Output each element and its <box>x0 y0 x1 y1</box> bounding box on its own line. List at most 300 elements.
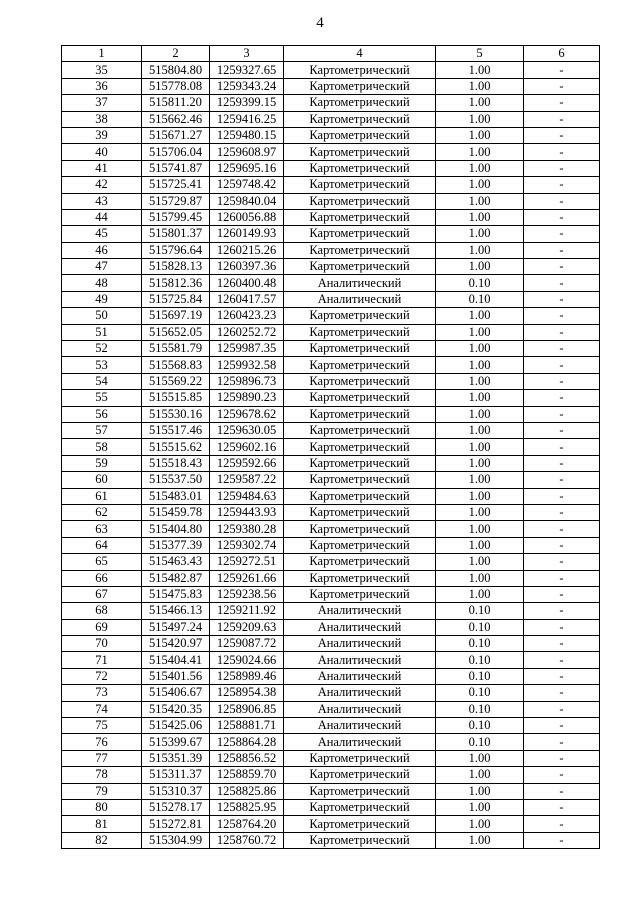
x-coordinate-cell: 515475.83 <box>142 586 210 602</box>
table-row <box>62 111 600 127</box>
method-cell: Картометрический <box>284 341 436 357</box>
accuracy-cell: 1.00 <box>436 521 524 537</box>
y-coordinate-cell: 1259024.66 <box>210 652 284 668</box>
method-cell: Картометрический <box>284 144 436 160</box>
accuracy-cell: 0.10 <box>436 652 524 668</box>
accuracy-cell: 0.10 <box>436 603 524 619</box>
y-coordinate-cell: 1259592.66 <box>210 455 284 471</box>
table-row <box>62 422 600 438</box>
method-cell: Картометрический <box>284 439 436 455</box>
method-cell: Картометрический <box>284 767 436 783</box>
method-cell: Аналитический <box>284 734 436 750</box>
accuracy-cell: 1.00 <box>436 586 524 602</box>
point-number-cell: 62 <box>62 504 142 520</box>
page-number: 4 <box>316 15 324 31</box>
method-cell: Картометрический <box>284 783 436 799</box>
note-cell: - <box>524 422 600 438</box>
point-number-cell: 66 <box>62 570 142 586</box>
x-coordinate-cell: 515515.62 <box>142 439 210 455</box>
x-coordinate-cell: 515278.17 <box>142 799 210 815</box>
accuracy-cell: 1.00 <box>436 341 524 357</box>
method-cell: Аналитический <box>284 668 436 684</box>
y-coordinate-cell: 1259480.15 <box>210 127 284 143</box>
method-cell: Картометрический <box>284 586 436 602</box>
x-coordinate-cell: 515459.78 <box>142 504 210 520</box>
x-coordinate-cell: 515466.13 <box>142 603 210 619</box>
x-coordinate-cell: 515581.79 <box>142 341 210 357</box>
note-cell: - <box>524 652 600 668</box>
table-row <box>62 127 600 143</box>
table-row <box>62 209 600 225</box>
accuracy-cell: 1.00 <box>436 226 524 242</box>
table-row <box>62 472 600 488</box>
table-row <box>62 455 600 471</box>
note-cell: - <box>524 799 600 815</box>
method-cell: Аналитический <box>284 619 436 635</box>
note-cell: - <box>524 767 600 783</box>
y-coordinate-cell: 1259327.65 <box>210 62 284 78</box>
table-row <box>62 586 600 602</box>
accuracy-cell: 0.10 <box>436 668 524 684</box>
table-row <box>62 406 600 422</box>
note-cell: - <box>524 62 600 78</box>
x-coordinate-cell: 515828.13 <box>142 259 210 275</box>
y-coordinate-cell: 1259302.74 <box>210 537 284 553</box>
note-cell: - <box>524 586 600 602</box>
table-row <box>62 226 600 242</box>
table-row <box>62 488 600 504</box>
y-coordinate-cell: 1260423.23 <box>210 308 284 324</box>
note-cell: - <box>524 636 600 652</box>
point-number-cell: 57 <box>62 422 142 438</box>
note-cell: - <box>524 226 600 242</box>
point-number-cell: 72 <box>62 668 142 684</box>
point-number-cell: 75 <box>62 718 142 734</box>
y-coordinate-cell: 1259443.93 <box>210 504 284 520</box>
point-number-cell: 46 <box>62 242 142 258</box>
point-number-cell: 77 <box>62 750 142 766</box>
y-coordinate-cell: 1258881.71 <box>210 718 284 734</box>
method-cell: Картометрический <box>284 799 436 815</box>
x-coordinate-cell: 515725.41 <box>142 177 210 193</box>
accuracy-cell: 0.10 <box>436 275 524 291</box>
note-cell: - <box>524 127 600 143</box>
note-cell: - <box>524 193 600 209</box>
y-coordinate-cell: 1260417.57 <box>210 291 284 307</box>
accuracy-cell: 0.10 <box>436 291 524 307</box>
note-cell: - <box>524 259 600 275</box>
point-number-cell: 80 <box>62 799 142 815</box>
table-row <box>62 668 600 684</box>
accuracy-cell: 1.00 <box>436 193 524 209</box>
method-cell: Картометрический <box>284 62 436 78</box>
accuracy-cell: 1.00 <box>436 816 524 832</box>
method-cell: Картометрический <box>284 357 436 373</box>
method-cell: Картометрический <box>284 472 436 488</box>
method-cell: Картометрический <box>284 373 436 389</box>
note-cell: - <box>524 734 600 750</box>
x-coordinate-cell: 515778.08 <box>142 78 210 94</box>
method-cell: Картометрический <box>284 209 436 225</box>
note-cell: - <box>524 308 600 324</box>
point-number-cell: 44 <box>62 209 142 225</box>
y-coordinate-cell: 1260149.93 <box>210 226 284 242</box>
table-row <box>62 291 600 307</box>
y-coordinate-cell: 1258825.86 <box>210 783 284 799</box>
y-coordinate-cell: 1259890.23 <box>210 390 284 406</box>
x-coordinate-cell: 515729.87 <box>142 193 210 209</box>
note-cell: - <box>524 488 600 504</box>
x-coordinate-cell: 515404.80 <box>142 521 210 537</box>
y-coordinate-cell: 1258856.52 <box>210 750 284 766</box>
table-row <box>62 144 600 160</box>
method-cell: Картометрический <box>284 193 436 209</box>
point-number-cell: 81 <box>62 816 142 832</box>
accuracy-cell: 0.10 <box>436 718 524 734</box>
note-cell: - <box>524 701 600 717</box>
point-number-cell: 69 <box>62 619 142 635</box>
accuracy-cell: 1.00 <box>436 78 524 94</box>
point-number-cell: 59 <box>62 455 142 471</box>
x-coordinate-cell: 515741.87 <box>142 160 210 176</box>
point-number-cell: 82 <box>62 832 142 848</box>
note-cell: - <box>524 324 600 340</box>
method-cell: Картометрический <box>284 816 436 832</box>
point-number-cell: 40 <box>62 144 142 160</box>
method-cell: Картометрический <box>284 95 436 111</box>
point-number-cell: 71 <box>62 652 142 668</box>
method-cell: Картометрический <box>284 259 436 275</box>
accuracy-cell: 1.00 <box>436 504 524 520</box>
note-cell: - <box>524 455 600 471</box>
accuracy-cell: 1.00 <box>436 783 524 799</box>
point-number-cell: 70 <box>62 636 142 652</box>
point-number-cell: 79 <box>62 783 142 799</box>
y-coordinate-cell: 1258906.85 <box>210 701 284 717</box>
y-coordinate-cell: 1259261.66 <box>210 570 284 586</box>
table-row <box>62 177 600 193</box>
y-coordinate-cell: 1259087.72 <box>210 636 284 652</box>
note-cell: - <box>524 357 600 373</box>
accuracy-cell: 0.10 <box>436 636 524 652</box>
table-row <box>62 734 600 750</box>
note-cell: - <box>524 570 600 586</box>
column-header: 1 <box>62 46 142 62</box>
method-cell: Картометрический <box>284 504 436 520</box>
accuracy-cell: 0.10 <box>436 619 524 635</box>
point-number-cell: 64 <box>62 537 142 553</box>
note-cell: - <box>524 209 600 225</box>
point-number-cell: 51 <box>62 324 142 340</box>
accuracy-cell: 1.00 <box>436 62 524 78</box>
method-cell: Картометрический <box>284 242 436 258</box>
y-coordinate-cell: 1259896.73 <box>210 373 284 389</box>
x-coordinate-cell: 515304.99 <box>142 832 210 848</box>
method-cell: Картометрический <box>284 537 436 553</box>
x-coordinate-cell: 515811.20 <box>142 95 210 111</box>
note-cell: - <box>524 78 600 94</box>
x-coordinate-cell: 515399.67 <box>142 734 210 750</box>
accuracy-cell: 0.10 <box>436 701 524 717</box>
accuracy-cell: 1.00 <box>436 799 524 815</box>
accuracy-cell: 1.00 <box>436 390 524 406</box>
x-coordinate-cell: 515671.27 <box>142 127 210 143</box>
note-cell: - <box>524 521 600 537</box>
y-coordinate-cell: 1259987.35 <box>210 341 284 357</box>
table-row <box>62 242 600 258</box>
table-row <box>62 603 600 619</box>
y-coordinate-cell: 1258825.95 <box>210 799 284 815</box>
x-coordinate-cell: 515272.81 <box>142 816 210 832</box>
method-cell: Аналитический <box>284 685 436 701</box>
table-row <box>62 554 600 570</box>
x-coordinate-cell: 515310.37 <box>142 783 210 799</box>
x-coordinate-cell: 515497.24 <box>142 619 210 635</box>
y-coordinate-cell: 1260400.48 <box>210 275 284 291</box>
method-cell: Картометрический <box>284 177 436 193</box>
table-row <box>62 324 600 340</box>
table-row <box>62 799 600 815</box>
table-row <box>62 78 600 94</box>
table-row <box>62 570 600 586</box>
x-coordinate-cell: 515420.35 <box>142 701 210 717</box>
x-coordinate-cell: 515568.83 <box>142 357 210 373</box>
accuracy-cell: 1.00 <box>436 832 524 848</box>
y-coordinate-cell: 1259416.25 <box>210 111 284 127</box>
note-cell: - <box>524 160 600 176</box>
y-coordinate-cell: 1258760.72 <box>210 832 284 848</box>
header-row <box>62 46 600 62</box>
point-number-cell: 73 <box>62 685 142 701</box>
method-cell: Картометрический <box>284 488 436 504</box>
method-cell: Картометрический <box>284 832 436 848</box>
table-row <box>62 701 600 717</box>
table-row <box>62 439 600 455</box>
point-number-cell: 37 <box>62 95 142 111</box>
x-coordinate-cell: 515697.19 <box>142 308 210 324</box>
accuracy-cell: 1.00 <box>436 177 524 193</box>
accuracy-cell: 1.00 <box>436 111 524 127</box>
table-row <box>62 373 600 389</box>
method-cell: Картометрический <box>284 390 436 406</box>
column-header: 3 <box>210 46 284 62</box>
note-cell: - <box>524 95 600 111</box>
table-row <box>62 619 600 635</box>
y-coordinate-cell: 1260056.88 <box>210 209 284 225</box>
accuracy-cell: 1.00 <box>436 308 524 324</box>
table-row <box>62 832 600 848</box>
note-cell: - <box>524 537 600 553</box>
table-row <box>62 652 600 668</box>
point-number-cell: 68 <box>62 603 142 619</box>
table-row <box>62 259 600 275</box>
note-cell: - <box>524 718 600 734</box>
y-coordinate-cell: 1259272.51 <box>210 554 284 570</box>
point-number-cell: 58 <box>62 439 142 455</box>
y-coordinate-cell: 1259608.97 <box>210 144 284 160</box>
y-coordinate-cell: 1259840.04 <box>210 193 284 209</box>
point-number-cell: 41 <box>62 160 142 176</box>
table-row <box>62 308 600 324</box>
table-row <box>62 390 600 406</box>
point-number-cell: 67 <box>62 586 142 602</box>
x-coordinate-cell: 515662.46 <box>142 111 210 127</box>
x-coordinate-cell: 515420.97 <box>142 636 210 652</box>
y-coordinate-cell: 1259380.28 <box>210 521 284 537</box>
y-coordinate-cell: 1259932.58 <box>210 357 284 373</box>
accuracy-cell: 1.00 <box>436 160 524 176</box>
y-coordinate-cell: 1259587.22 <box>210 472 284 488</box>
note-cell: - <box>524 472 600 488</box>
accuracy-cell: 1.00 <box>436 488 524 504</box>
method-cell: Картометрический <box>284 160 436 176</box>
method-cell: Картометрический <box>284 750 436 766</box>
accuracy-cell: 1.00 <box>436 209 524 225</box>
point-number-cell: 50 <box>62 308 142 324</box>
point-number-cell: 49 <box>62 291 142 307</box>
point-number-cell: 35 <box>62 62 142 78</box>
coordinates-table <box>61 45 600 849</box>
y-coordinate-cell: 1258764.20 <box>210 816 284 832</box>
point-number-cell: 54 <box>62 373 142 389</box>
x-coordinate-cell: 515482.87 <box>142 570 210 586</box>
note-cell: - <box>524 619 600 635</box>
method-cell: Аналитический <box>284 603 436 619</box>
method-cell: Аналитический <box>284 701 436 717</box>
table-row <box>62 816 600 832</box>
table-row <box>62 341 600 357</box>
note-cell: - <box>524 668 600 684</box>
point-number-cell: 65 <box>62 554 142 570</box>
table-body <box>62 62 600 849</box>
y-coordinate-cell: 1258954.38 <box>210 685 284 701</box>
accuracy-cell: 1.00 <box>436 439 524 455</box>
accuracy-cell: 1.00 <box>436 570 524 586</box>
point-number-cell: 47 <box>62 259 142 275</box>
table-row <box>62 504 600 520</box>
method-cell: Картометрический <box>284 78 436 94</box>
y-coordinate-cell: 1258859.70 <box>210 767 284 783</box>
accuracy-cell: 1.00 <box>436 95 524 111</box>
y-coordinate-cell: 1258864.28 <box>210 734 284 750</box>
note-cell: - <box>524 390 600 406</box>
y-coordinate-cell: 1258989.46 <box>210 668 284 684</box>
y-coordinate-cell: 1260215.26 <box>210 242 284 258</box>
x-coordinate-cell: 515804.80 <box>142 62 210 78</box>
note-cell: - <box>524 832 600 848</box>
point-number-cell: 76 <box>62 734 142 750</box>
point-number-cell: 45 <box>62 226 142 242</box>
y-coordinate-cell: 1259484.63 <box>210 488 284 504</box>
point-number-cell: 60 <box>62 472 142 488</box>
method-cell: Картометрический <box>284 111 436 127</box>
method-cell: Аналитический <box>284 718 436 734</box>
x-coordinate-cell: 515652.05 <box>142 324 210 340</box>
point-number-cell: 63 <box>62 521 142 537</box>
accuracy-cell: 1.00 <box>436 259 524 275</box>
y-coordinate-cell: 1260397.36 <box>210 259 284 275</box>
x-coordinate-cell: 515530.16 <box>142 406 210 422</box>
table-row <box>62 357 600 373</box>
accuracy-cell: 1.00 <box>436 767 524 783</box>
y-coordinate-cell: 1259209.63 <box>210 619 284 635</box>
x-coordinate-cell: 515725.84 <box>142 291 210 307</box>
accuracy-cell: 1.00 <box>436 144 524 160</box>
column-header: 4 <box>284 46 436 62</box>
note-cell: - <box>524 242 600 258</box>
accuracy-cell: 1.00 <box>436 406 524 422</box>
note-cell: - <box>524 816 600 832</box>
y-coordinate-cell: 1259630.05 <box>210 422 284 438</box>
table-row <box>62 537 600 553</box>
method-cell: Аналитический <box>284 636 436 652</box>
note-cell: - <box>524 111 600 127</box>
method-cell: Аналитический <box>284 275 436 291</box>
table-header <box>62 46 600 62</box>
point-number-cell: 36 <box>62 78 142 94</box>
table-row <box>62 193 600 209</box>
note-cell: - <box>524 341 600 357</box>
y-coordinate-cell: 1259748.42 <box>210 177 284 193</box>
x-coordinate-cell: 515801.37 <box>142 226 210 242</box>
x-coordinate-cell: 515518.43 <box>142 455 210 471</box>
point-number-cell: 42 <box>62 177 142 193</box>
x-coordinate-cell: 515351.39 <box>142 750 210 766</box>
point-number-cell: 38 <box>62 111 142 127</box>
method-cell: Картометрический <box>284 406 436 422</box>
accuracy-cell: 1.00 <box>436 455 524 471</box>
x-coordinate-cell: 515311.37 <box>142 767 210 783</box>
table-row <box>62 685 600 701</box>
table-row <box>62 636 600 652</box>
table-row <box>62 718 600 734</box>
column-header: 2 <box>142 46 210 62</box>
note-cell: - <box>524 406 600 422</box>
point-number-cell: 78 <box>62 767 142 783</box>
accuracy-cell: 1.00 <box>436 242 524 258</box>
note-cell: - <box>524 439 600 455</box>
note-cell: - <box>524 275 600 291</box>
x-coordinate-cell: 515812.36 <box>142 275 210 291</box>
method-cell: Картометрический <box>284 570 436 586</box>
x-coordinate-cell: 515796.64 <box>142 242 210 258</box>
note-cell: - <box>524 291 600 307</box>
y-coordinate-cell: 1259238.56 <box>210 586 284 602</box>
column-header: 5 <box>436 46 524 62</box>
point-number-cell: 48 <box>62 275 142 291</box>
x-coordinate-cell: 515463.43 <box>142 554 210 570</box>
point-number-cell: 55 <box>62 390 142 406</box>
column-header: 6 <box>524 46 600 62</box>
note-cell: - <box>524 603 600 619</box>
method-cell: Картометрический <box>284 324 436 340</box>
y-coordinate-cell: 1259695.16 <box>210 160 284 176</box>
method-cell: Картометрический <box>284 554 436 570</box>
point-number-cell: 61 <box>62 488 142 504</box>
note-cell: - <box>524 783 600 799</box>
x-coordinate-cell: 515425.06 <box>142 718 210 734</box>
method-cell: Картометрический <box>284 127 436 143</box>
x-coordinate-cell: 515377.39 <box>142 537 210 553</box>
accuracy-cell: 1.00 <box>436 472 524 488</box>
method-cell: Картометрический <box>284 455 436 471</box>
accuracy-cell: 1.00 <box>436 373 524 389</box>
y-coordinate-cell: 1259211.92 <box>210 603 284 619</box>
note-cell: - <box>524 554 600 570</box>
accuracy-cell: 1.00 <box>436 324 524 340</box>
y-coordinate-cell: 1259343.24 <box>210 78 284 94</box>
method-cell: Картометрический <box>284 226 436 242</box>
